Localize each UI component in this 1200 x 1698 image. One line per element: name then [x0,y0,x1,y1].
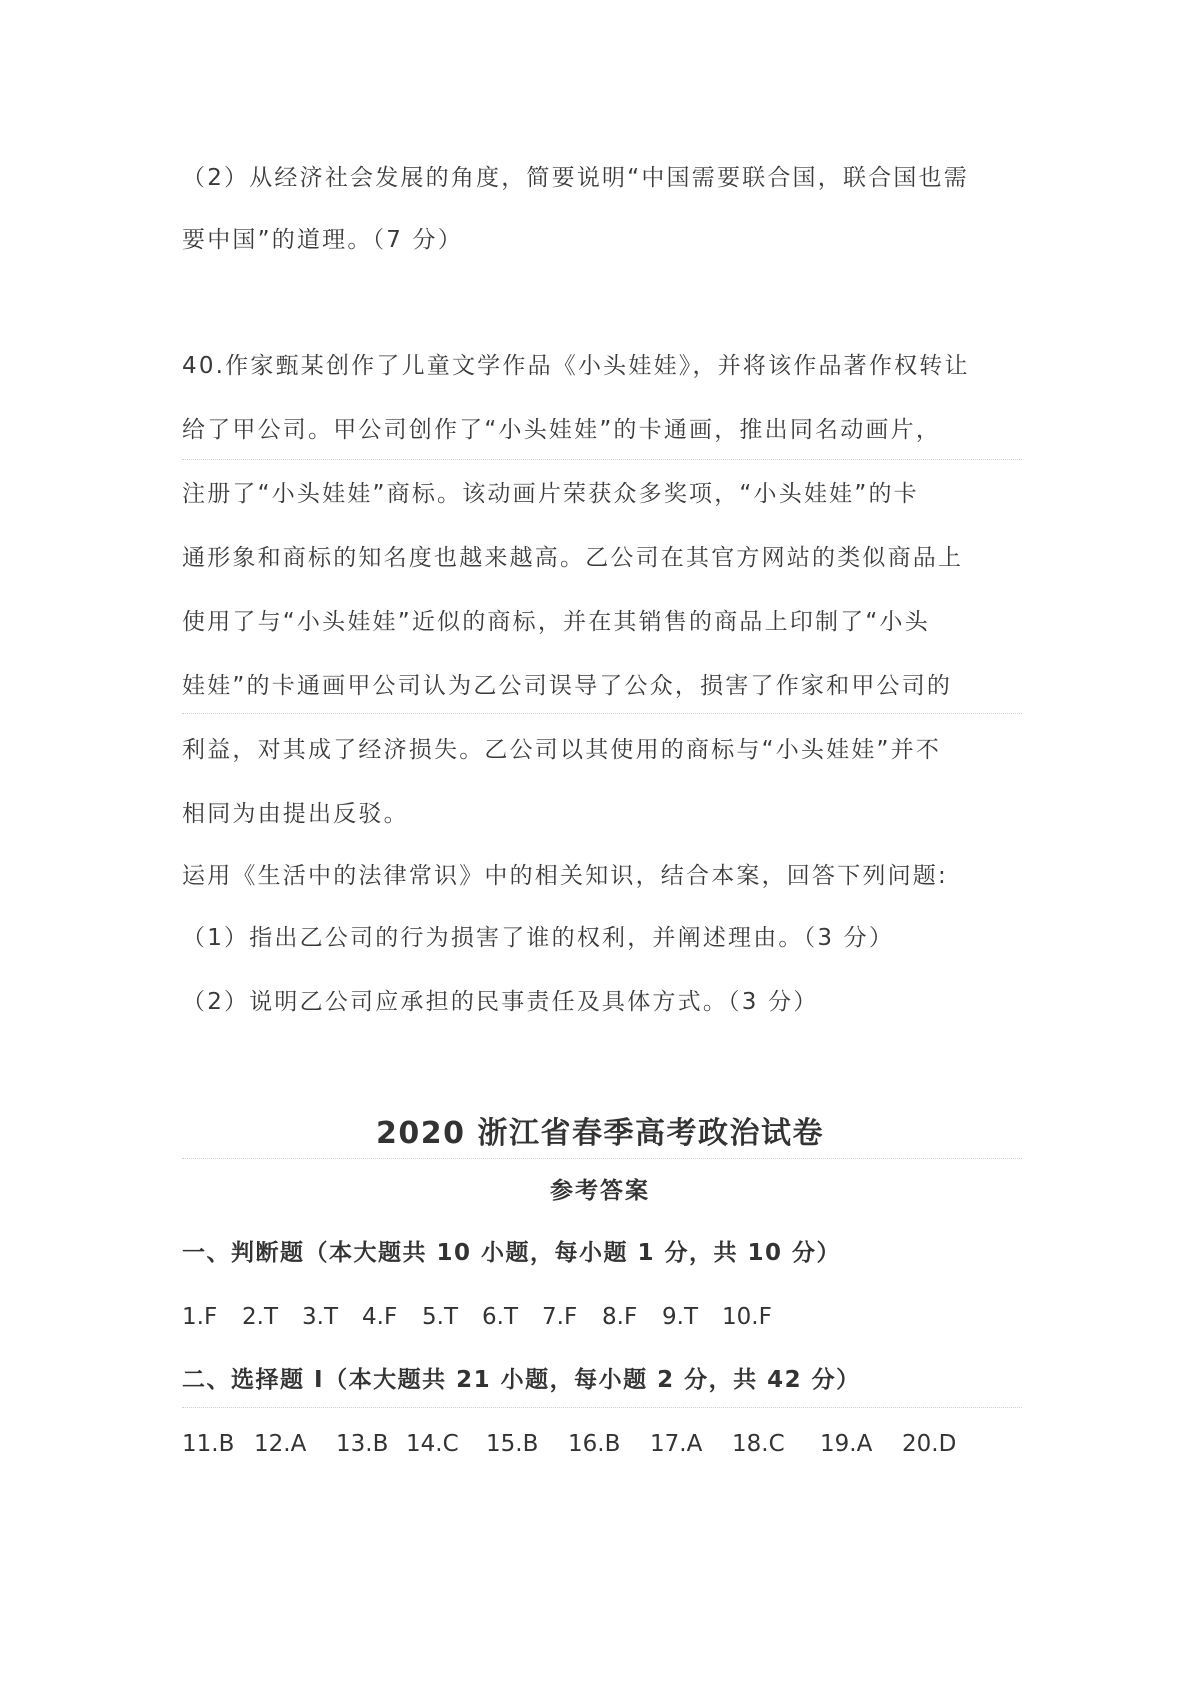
answer-item: 12.A [254,1431,307,1457]
q40-line: 给了甲公司。甲公司创作了“小头娃娃”的卡通画，推出同名动画片， [182,417,942,443]
answer-key-title: 2020 浙江省春季高考政治试卷 [376,1116,824,1151]
answer-item: 13.B [336,1431,389,1457]
section1-answers [182,1302,792,1332]
answer-item: 11.B [182,1431,235,1457]
answer-item: 18.C [732,1431,785,1457]
answer-item: 15.B [486,1431,539,1457]
answer-item: 10.F [722,1304,772,1330]
answer-key-subtitle: 参考答案 [550,1178,650,1204]
q40-sub-question-1: （1）指出乙公司的行为损害了谁的权利，并阐述理由。（3 分） [182,925,895,951]
q40-line: 40.作家甄某创作了儿童文学作品《小头娃娃》，并将该作品著作权转让 [182,353,970,379]
answer-item: 9.T [662,1304,698,1330]
dotted-divider [182,1407,1022,1408]
section2-heading: 二、选择题 I（本大题共 21 小题，每小题 2 分，共 42 分） [182,1367,861,1393]
answer-item: 16.B [568,1431,621,1457]
answer-item: 4.F [362,1304,398,1330]
q40-line: 娃娃”的卡通画甲公司认为乙公司误导了公众，损害了作家和甲公司的 [182,673,953,699]
dotted-divider [182,459,1022,460]
answer-item: 2.T [242,1304,278,1330]
q40-sub-question-2: （2）说明乙公司应承担的民事责任及具体方式。（3 分） [182,989,819,1015]
answer-item: 14.C [406,1431,459,1457]
answer-item: 5.T [422,1304,458,1330]
q40-line: 使用了与“小头娃娃”近似的商标，并在其销售的商品上印制了“小头 [182,609,930,635]
q40-line: 利益，对其成了经济损失。乙公司以其使用的商标与“小头娃娃”并不 [182,737,942,763]
q40-line: 通形象和商标的知名度也越来越高。乙公司在其官方网站的类似商品上 [182,545,964,571]
q39-part2-line2: 要中国”的道理。（7 分） [182,227,463,253]
dotted-divider [182,1158,1022,1159]
answer-item: 3.T [302,1304,338,1330]
section2-answers [182,1429,972,1459]
answer-item: 17.A [650,1431,703,1457]
dotted-divider [182,713,1022,714]
answer-item: 8.F [602,1304,638,1330]
answer-item: 7.F [542,1304,578,1330]
answer-item: 6.T [482,1304,518,1330]
answer-item: 19.A [820,1431,873,1457]
answer-item: 20.D [902,1431,957,1457]
q40-line: 注册了“小头娃娃”商标。该动画片荣获众多奖项，“小头娃娃”的卡 [182,481,919,507]
q39-part2-line1: （2）从经济社会发展的角度，简要说明“中国需要联合国，联合国也需 [182,165,969,191]
q40-instruction: 运用《生活中的法律常识》中的相关知识，结合本案，回答下列问题: [182,863,948,889]
q40-line: 相同为由提出反驳。 [182,801,409,827]
answer-item: 1.F [182,1304,218,1330]
section1-heading: 一、判断题（本大题共 10 小题，每小题 1 分，共 10 分） [182,1240,842,1266]
